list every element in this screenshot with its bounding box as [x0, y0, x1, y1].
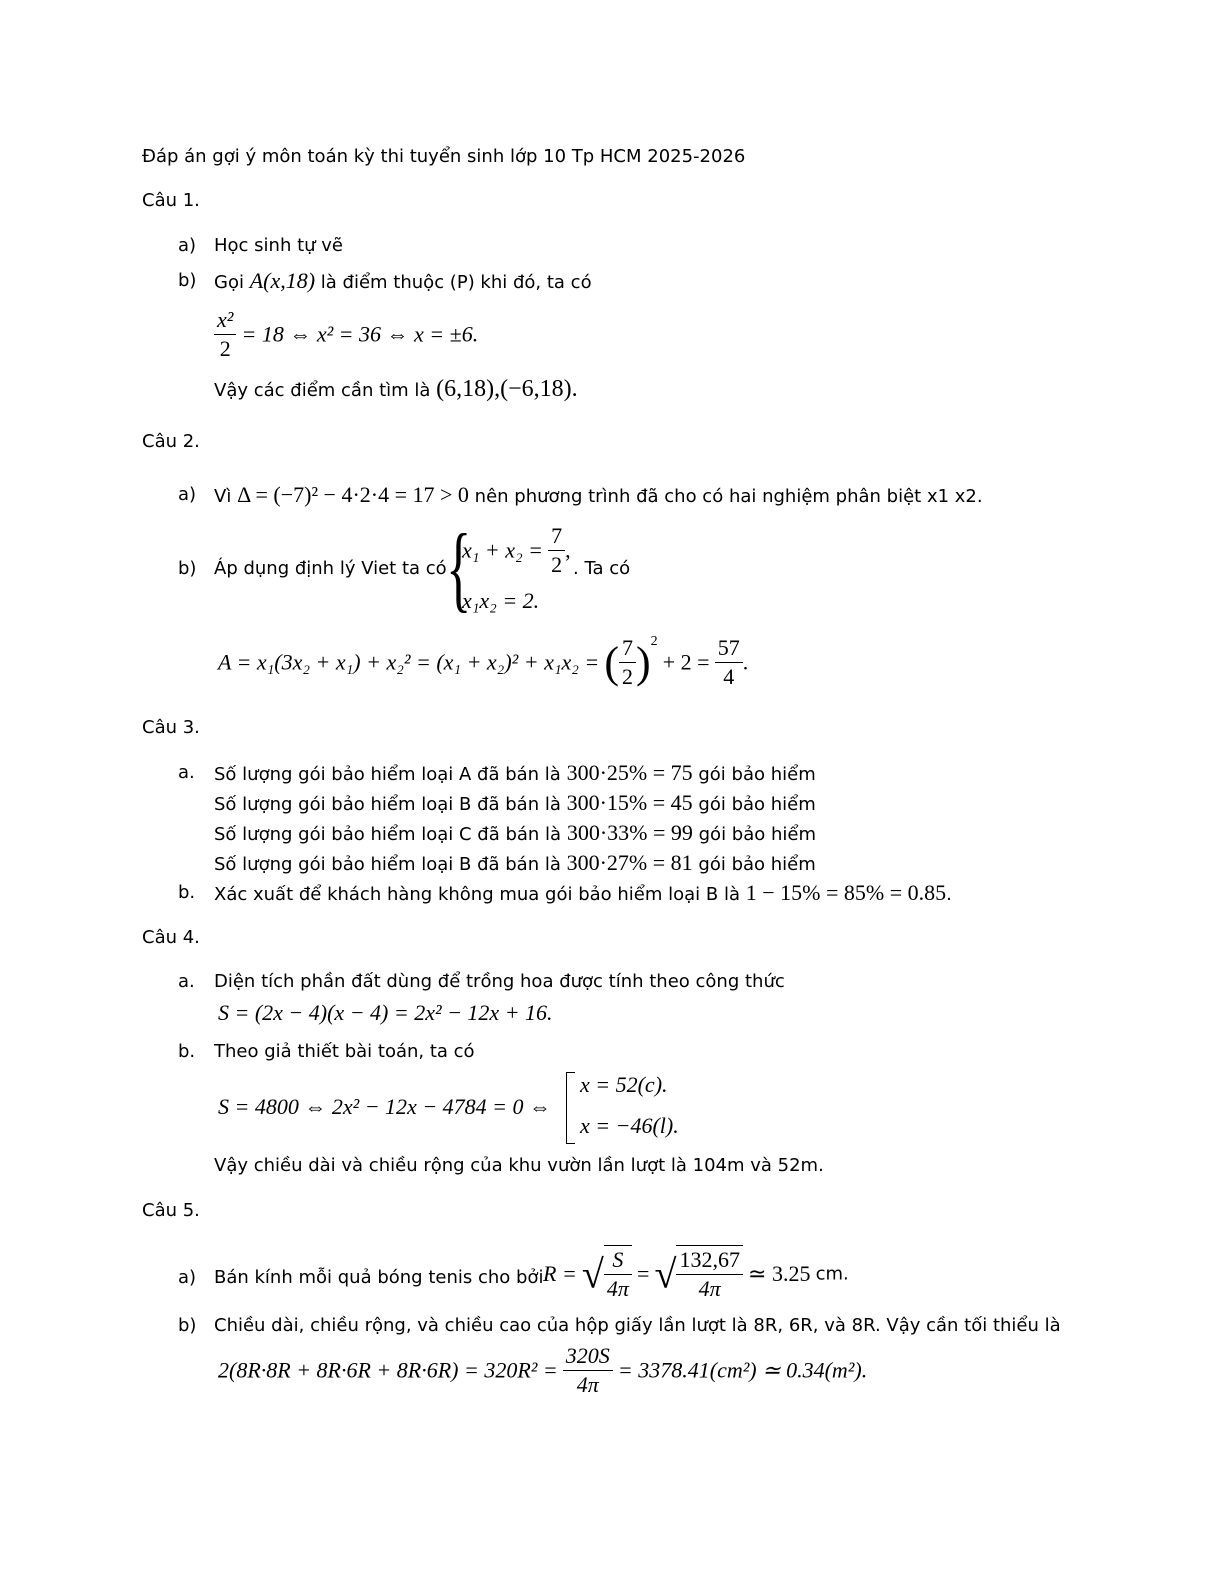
q2-a-label: a) — [178, 484, 197, 505]
q4-b-case-bracket — [566, 1072, 575, 1144]
q3-heading: Câu 3. — [142, 717, 200, 738]
q5-a-formula — [543, 1245, 849, 1303]
q3-row-2 — [214, 792, 816, 816]
q3-row-1 — [214, 762, 816, 786]
q3-a-label: a. — [178, 762, 195, 783]
q5-a-sqrt2-sign: √ — [654, 1251, 677, 1297]
q4-b-case2: x = −46(l). — [580, 1113, 679, 1138]
q2-b-system-brace: { — [446, 514, 472, 621]
q3-b-label: b. — [178, 882, 196, 903]
q3-b-text: Xác xuất để khách hàng không mua gói bảo hiểm loại B là — [214, 884, 741, 905]
q2-heading: Câu 2. — [142, 431, 200, 452]
q3-row-4-text: Số lượng gói bảo hiểm loại B đã bán là — [214, 854, 561, 875]
q5-b-text: Chiều dài, chiều rộng, và chiều cao của hộp giấy lần lượt là 8R, 6R, và 8R. Vậy cần tối thiểu là — [214, 1315, 1061, 1336]
q3-b-line — [214, 882, 952, 906]
q1-b-post: là điểm thuộc (P) khi đó, ta có — [320, 272, 592, 293]
q2-b-sys2: x₁x₂ = 2. — [462, 588, 540, 613]
q5-a-label: a) — [178, 1267, 197, 1288]
q1-b-frac-den: 2 — [219, 336, 231, 361]
q5-a-f2-den: 4π — [698, 1276, 721, 1301]
q2-b-label: b) — [178, 558, 197, 579]
q3-b-end: . — [946, 884, 952, 905]
q5-a-f2-num: 132,67 — [676, 1246, 743, 1275]
q2-b-sys1-frac — [548, 522, 565, 579]
q1-b-pre: Gọi — [214, 272, 244, 293]
q2-b-sys1-tail: , — [565, 537, 571, 563]
q2-b-A-frac-num: 7 — [619, 634, 636, 663]
q4-heading: Câu 4. — [142, 927, 200, 948]
q5-a-R: R = — [543, 1261, 577, 1286]
q5-a-f1-num: S — [604, 1246, 632, 1275]
q2-b-pre: Áp dụng định lý Viet ta có — [214, 558, 447, 579]
q2-b-sys1-num: 7 — [548, 522, 565, 551]
q1-b-points: (6,18),(−6,18). — [436, 376, 578, 402]
q2-b-A-frac-den: 2 — [622, 664, 634, 689]
q3-row-4 — [214, 852, 816, 876]
q2-b-A-lhs: A = x₁(3x₂ + x₁) + x₂² = (x₁ + x₂)² + x₁x₂ = — [218, 649, 600, 675]
q3-row-3-text: Số lượng gói bảo hiểm loại C đã bán là — [214, 824, 562, 845]
q3-row-2-tail: gói bảo hiểm — [698, 794, 816, 815]
q5-a-unit: cm. — [815, 1263, 849, 1285]
q1-heading: Câu 1. — [142, 190, 200, 211]
q3-row-1-text: Số lượng gói bảo hiểm loại A đã bán là — [214, 764, 561, 785]
q2-b-sys1-den: 2 — [551, 552, 563, 577]
q5-b-label: b) — [178, 1315, 197, 1336]
q2-b-A-equation: A = x₁(3x₂ + x₁) + x₂² = (x₁ + x₂)² + x₁x₂ = ( $\frac{7}{2}$ )$^2$ + 2 = $\frac{57}{4}$ . — [218, 634, 749, 689]
q3-row-1-tail: gói bảo hiểm — [698, 764, 816, 785]
q2-b-A-frac — [619, 634, 636, 691]
q5-b-math-lhs: 2(8R·8R + 8R·6R + 8R·6R) = 320R² = — [218, 1357, 558, 1383]
q2-b-A-end: . — [742, 649, 749, 675]
q4-a-text: Diện tích phần đất dùng để trồng hoa được tính theo công thức — [214, 971, 785, 992]
q2-b-A-mid: + 2 = — [662, 649, 710, 675]
q1-b-frac-num: x² — [214, 306, 236, 335]
q3-row-3-math: 300·33% = 99 — [566, 820, 693, 845]
q3-b-math: 1 − 15% = 85% = 0.85 — [745, 880, 947, 905]
q2-b-A-res-den: 4 — [723, 664, 735, 689]
q2-b-A-result — [715, 634, 743, 691]
q1-b-conclusion: Vậy các điểm cần tìm là — [214, 380, 431, 401]
q3-row-4-tail: gói bảo hiểm — [698, 854, 816, 875]
q4-b-case1: x = 52(c). — [580, 1072, 668, 1097]
q5-a-eq: = — [636, 1261, 650, 1286]
q1-a-label: a) — [178, 235, 197, 256]
q3-row-3-tail: gói bảo hiểm — [698, 824, 816, 845]
q4-b-label: b. — [178, 1041, 196, 1062]
q2-b-system-line1 — [462, 522, 571, 579]
page-title: Đáp án gợi ý môn toán kỳ thi tuyển sinh lớp 10 Tp HCM 2025-2026 — [142, 146, 746, 167]
q1-b-point: A(x,18) — [249, 268, 316, 293]
q1-b-eq-tail: = 18 ⇔ x² = 36 ⇔ x = ±6. — [241, 321, 479, 347]
q5-a-frac2 — [676, 1245, 743, 1303]
q2-a-math: Δ = (−7)² − 4·2·4 = 17 > 0 — [237, 482, 469, 507]
q3-row-1-math: 300·25% = 75 — [566, 760, 693, 785]
q4-a-label: a. — [178, 971, 195, 992]
q2-a-pre: Vì — [214, 486, 232, 507]
q1-b-equation — [214, 306, 478, 363]
q3-row-4-math: 300·27% = 81 — [566, 850, 693, 875]
q2-a-post: nên phương trình đã cho có hai nghiệm phân biệt x1 x2. — [474, 486, 983, 507]
q2-b-A-res-num: 57 — [715, 634, 743, 663]
q2-b-post: . Ta có — [573, 558, 631, 579]
q5-a-approx: ≃ 3.25 — [748, 1261, 811, 1286]
q5-heading: Câu 5. — [142, 1200, 200, 1221]
q1-b-label: b) — [178, 270, 197, 291]
q5-a-frac1 — [604, 1245, 632, 1303]
q5-b-formula — [218, 1342, 867, 1399]
q4-a-math: S = (2x − 4)(x − 4) = 2x² − 12x + 16. — [218, 1000, 553, 1025]
q1-b-line — [214, 270, 592, 294]
q2-a-line — [214, 484, 983, 508]
q3-row-3 — [214, 822, 816, 846]
q1-b-fraction — [214, 306, 236, 363]
q2-b-paren-right: ) — [636, 638, 651, 687]
q3-row-2-math: 300·15% = 45 — [566, 790, 693, 815]
q3-row-2-text: Số lượng gói bảo hiểm loại B đã bán là — [214, 794, 561, 815]
q2-b-paren-left: ( — [604, 638, 620, 687]
q5-b-math-rhs: = 3378.41(cm²) ≃ 0.34(m²). — [617, 1357, 868, 1383]
q2-b-sys1-lhs: x₁ + x₂ = — [462, 537, 544, 563]
q1-b-conclusion-line — [214, 378, 578, 402]
q5-a-sqrt1-sign: √ — [581, 1251, 604, 1297]
q4-b-text: Theo giả thiết bài toán, ta có — [214, 1041, 475, 1062]
q5-a-f1-den: 4π — [606, 1276, 629, 1301]
q5-b-frac-den: 4π — [576, 1372, 599, 1397]
q5-b-frac-num: 320S — [563, 1342, 613, 1371]
q1-a-text: Học sinh tự vẽ — [214, 235, 343, 256]
q5-b-frac — [563, 1342, 613, 1399]
q5-a-text: Bán kính mỗi quả bóng tenis cho bởi — [214, 1267, 544, 1288]
q4-b-math: S = 4800 ⇔ 2x² − 12x − 4784 = 0 ⇔ — [218, 1094, 552, 1119]
q4-b-conclusion: Vậy chiều dài và chiều rộng của khu vườn lần lượt là 104m và 52m. — [214, 1155, 824, 1176]
